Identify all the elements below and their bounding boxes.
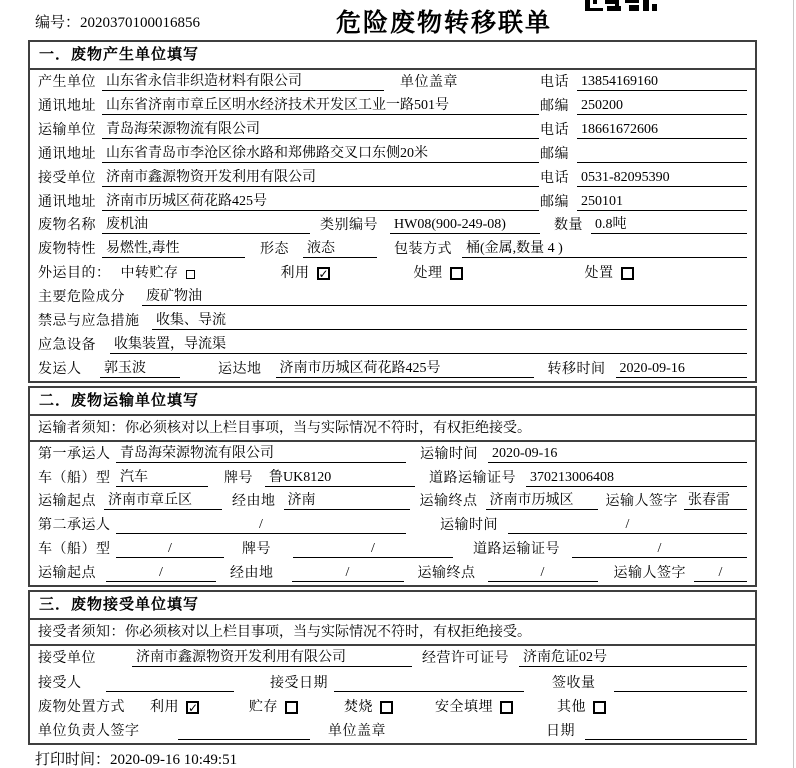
hazard-value: 废矿物油 <box>142 288 747 306</box>
license-label: 经营许可证号 <box>422 651 509 667</box>
disposal-option-other: 其他 <box>557 696 606 716</box>
receiver-phone-label: 电话 <box>540 170 569 186</box>
terminus2-value: / <box>488 564 598 582</box>
manager-sign-value <box>178 722 310 740</box>
license-value: 济南危证02号 <box>519 649 747 667</box>
date-label: 日期 <box>546 724 575 740</box>
route1-row <box>30 490 755 514</box>
disposal-landfill-checkbox <box>500 701 513 714</box>
origin1-label: 运输起点 <box>38 494 96 510</box>
terminus1-value: 济南市历城区 <box>486 492 598 510</box>
vehicle1-value: 汽车 <box>116 469 208 487</box>
dispose-checkbox <box>621 267 634 280</box>
serial-label: 编号： <box>35 15 81 31</box>
quantity-label: 数量 <box>554 218 583 234</box>
permit2-label: 道路运输证号 <box>473 542 560 558</box>
waste-name-label: 废物名称 <box>38 218 96 234</box>
accept-unit-row <box>30 646 755 670</box>
sign1-label: 运输人签字 <box>605 494 678 510</box>
purpose-option-transfer-storage: 中转贮存 <box>121 262 195 282</box>
permit1-label: 道路运输证号 <box>429 470 516 486</box>
vehicle2-label: 车（船）型 <box>38 542 111 558</box>
vehicle1-label: 车（船）型 <box>38 470 111 486</box>
vehicle1-row <box>30 466 755 490</box>
equipment-value: 收集装置，导流渠 <box>110 336 747 354</box>
acceptor-label: 接受人 <box>38 675 82 691</box>
transporter-label: 运输单位 <box>38 122 96 138</box>
disposal-label: 废物处置方式 <box>38 699 125 715</box>
receiver-address-value: 济南市历城区荷花路425号 <box>102 193 539 211</box>
quantity-value: 0.8吨 <box>591 216 747 234</box>
vehicle2-value: / <box>116 540 224 558</box>
permit2-value: / <box>572 540 747 558</box>
disposal-row <box>30 695 755 719</box>
transporter-zip-label: 邮编 <box>540 146 569 162</box>
serial-value: 2020370100016856 <box>80 15 201 31</box>
disposal-option-utilize: 利用 ✓ <box>150 699 199 715</box>
purpose-label: 外运目的： <box>38 266 111 282</box>
category-value: HW08(900-249-08) <box>390 216 540 234</box>
producer-address-row <box>30 94 755 118</box>
section-receiver <box>28 590 757 745</box>
transfer-time-value: 2020-09-16 <box>616 360 748 378</box>
carrier2-row <box>30 513 755 537</box>
producer-phone-value: 13854169160 <box>577 73 747 91</box>
form-value: 液态 <box>303 240 377 258</box>
acceptor-value <box>106 674 234 692</box>
signed-qty-label: 签收量 <box>552 675 596 691</box>
hazard-label: 主要危险成分 <box>38 290 125 306</box>
transporter-address-value: 山东省青岛市李沧区徐水路和郑佛路交叉口东侧20米 <box>102 145 539 163</box>
equipment-label: 应急设备 <box>38 338 96 354</box>
print-time-value: 2020-09-16 10:49:51 <box>110 752 238 768</box>
producer-address-label: 通讯地址 <box>38 98 96 114</box>
plate1-label: 牌号 <box>224 470 253 486</box>
utilize-checkbox: ✓ <box>318 267 329 282</box>
receiver-notice-text: 你必须核对以上栏目事项，当与实际情况不符时，有权拒绝接受。 <box>125 625 531 641</box>
producer-phone-label: 电话 <box>540 74 569 90</box>
manager-sign-label: 单位负责人签字 <box>38 724 140 740</box>
section-transporter-title: 二．废物运输单位填写 <box>30 388 755 416</box>
transporter-notice-text: 你必须核对以上栏目事项，当与实际情况不符时，有权拒绝接受。 <box>125 420 531 436</box>
disposal-utilize-checkbox: ✓ <box>188 700 199 715</box>
form-header <box>0 0 796 40</box>
via2-value: / <box>292 564 404 582</box>
carrier1-row <box>30 442 755 466</box>
producer-value: 山东省永信非织造材料有限公司 <box>102 73 384 91</box>
date-value <box>585 722 747 740</box>
accept-date-label: 接受日期 <box>270 675 328 691</box>
transport-time2-label: 运输时间 <box>440 518 498 534</box>
accept-unit-value: 济南市鑫源物资开发利用有限公司 <box>132 649 412 667</box>
receiver-value: 济南市鑫源物资开发利用有限公司 <box>102 169 539 187</box>
section-transporter <box>28 386 757 587</box>
category-label: 类别编号 <box>320 218 378 234</box>
carrier2-label: 第二承运人 <box>38 518 111 534</box>
section-receiver-title: 三．废物接受单位填写 <box>30 592 755 620</box>
receiver-notice-row <box>30 620 755 646</box>
qr-code-fragment-icon <box>585 0 657 11</box>
form-label: 形态 <box>260 242 289 258</box>
receiver-phone-value: 0531-82095390 <box>577 169 747 187</box>
treat-checkbox <box>450 267 463 280</box>
carrier1-value: 青岛海荣源物流有限公司 <box>116 445 406 463</box>
transporter-phone-value: 18661672606 <box>577 121 747 139</box>
page-title: 危险废物转移联单 <box>335 9 552 37</box>
sign2-value: / <box>694 564 747 582</box>
producer-address-value: 山东省济南市章丘区明水经济技术开发区工业一路501号 <box>102 97 539 115</box>
producer-zip-label: 邮编 <box>540 98 569 114</box>
equipment-row <box>30 333 755 357</box>
disposal-other-checkbox <box>593 701 606 714</box>
unit-seal-label: 单位盖章 <box>400 74 458 90</box>
receiver-address-row <box>30 190 755 214</box>
plate2-label: 牌号 <box>242 542 271 558</box>
waste-traits-label: 废物特性 <box>38 242 96 258</box>
carrier2-value: / <box>116 516 406 534</box>
producer-row <box>30 70 755 94</box>
purpose-option-dispose: 处置 <box>585 262 634 282</box>
vehicle2-row <box>30 537 755 561</box>
transport-time1-label: 运输时间 <box>420 446 478 462</box>
sender-label: 发运人 <box>38 361 82 377</box>
manager-sign-row <box>30 719 755 743</box>
print-time-label: 打印时间： <box>35 752 111 768</box>
purpose-option-utilize: 利用 ✓ <box>280 266 329 282</box>
plate2-value: / <box>293 540 453 558</box>
section-producer-title: 一．废物产生单位填写 <box>30 42 755 70</box>
disposal-store-checkbox <box>285 701 298 714</box>
transfer-storage-checkbox <box>186 270 195 279</box>
terminus1-label: 运输终点 <box>419 494 478 510</box>
destination-value: 济南市历城区荷花路425号 <box>276 360 534 378</box>
permit1-value: 370213006408 <box>526 469 747 487</box>
transporter-phone-label: 电话 <box>540 122 569 138</box>
taboo-label: 禁忌与应急措施 <box>38 314 140 330</box>
via2-label: 经由地 <box>230 566 274 582</box>
print-time <box>35 748 237 768</box>
producer-zip-value: 250200 <box>577 97 747 115</box>
sign2-label: 运输人签字 <box>613 566 686 582</box>
purpose-row <box>30 261 755 285</box>
transporter-zip-value <box>577 145 747 163</box>
section-producer <box>28 40 757 383</box>
disposal-option-incinerate: 焚烧 <box>344 696 393 716</box>
transport-time2-value: / <box>508 516 747 534</box>
terminus2-label: 运输终点 <box>417 566 476 582</box>
transfer-time-label: 转移时间 <box>547 361 606 377</box>
signed-qty-value <box>614 674 748 692</box>
transporter-address-row <box>30 142 755 166</box>
page-edge-line <box>793 0 794 768</box>
route2-row <box>30 561 755 585</box>
unit-seal2-label: 单位盖章 <box>328 724 386 740</box>
taboo-row <box>30 309 755 333</box>
disposal-option-store: 贮存 <box>249 696 298 716</box>
transporter-address-label: 通讯地址 <box>38 146 96 162</box>
carrier1-label: 第一承运人 <box>38 446 111 462</box>
hazard-row <box>30 285 755 309</box>
receiver-label: 接受单位 <box>38 170 96 186</box>
waste-traits-value: 易燃性,毒性 <box>102 240 245 258</box>
transporter-value: 青岛海荣源物流有限公司 <box>102 121 539 139</box>
disposal-incinerate-checkbox <box>380 701 393 714</box>
acceptor-row <box>30 670 755 694</box>
disposal-option-landfill: 安全填埋 <box>435 696 513 716</box>
transporter-notice-row <box>30 416 755 442</box>
receiver-notice-label: 接受者须知： <box>38 625 125 641</box>
transport-time1-value: 2020-09-16 <box>488 445 747 463</box>
accept-date-value <box>334 674 524 692</box>
origin1-value: 济南市章丘区 <box>104 492 222 510</box>
via1-value: 济南 <box>284 492 410 510</box>
plate1-value: 鲁UK8120 <box>265 469 415 487</box>
taboo-value: 收集、导流 <box>152 312 747 330</box>
purpose-option-treat: 处理 <box>414 262 463 282</box>
sender-row <box>30 357 755 381</box>
producer-label: 产生单位 <box>38 74 96 90</box>
origin2-value: / <box>106 564 216 582</box>
waste-name-value: 废机油 <box>102 216 310 234</box>
receiver-zip-value: 250101 <box>577 193 747 211</box>
sign1-value: 张春雷 <box>684 492 747 510</box>
packing-label: 包装方式 <box>394 242 452 258</box>
transporter-notice-label: 运输者须知： <box>38 420 125 436</box>
waste-name-row <box>30 214 755 238</box>
receiver-address-label: 通讯地址 <box>38 194 96 210</box>
via1-label: 经由地 <box>232 494 276 510</box>
transporter-row <box>30 118 755 142</box>
packing-value: 桶(金属,数量 4 ) <box>462 240 747 258</box>
receiver-row <box>30 166 755 190</box>
receiver-zip-label: 邮编 <box>540 194 569 210</box>
destination-label: 运达地 <box>218 361 262 377</box>
waste-traits-row <box>30 237 755 261</box>
origin2-label: 运输起点 <box>38 566 96 582</box>
accept-unit-label: 接受单位 <box>38 651 96 667</box>
sender-value: 郭玉波 <box>100 360 180 378</box>
